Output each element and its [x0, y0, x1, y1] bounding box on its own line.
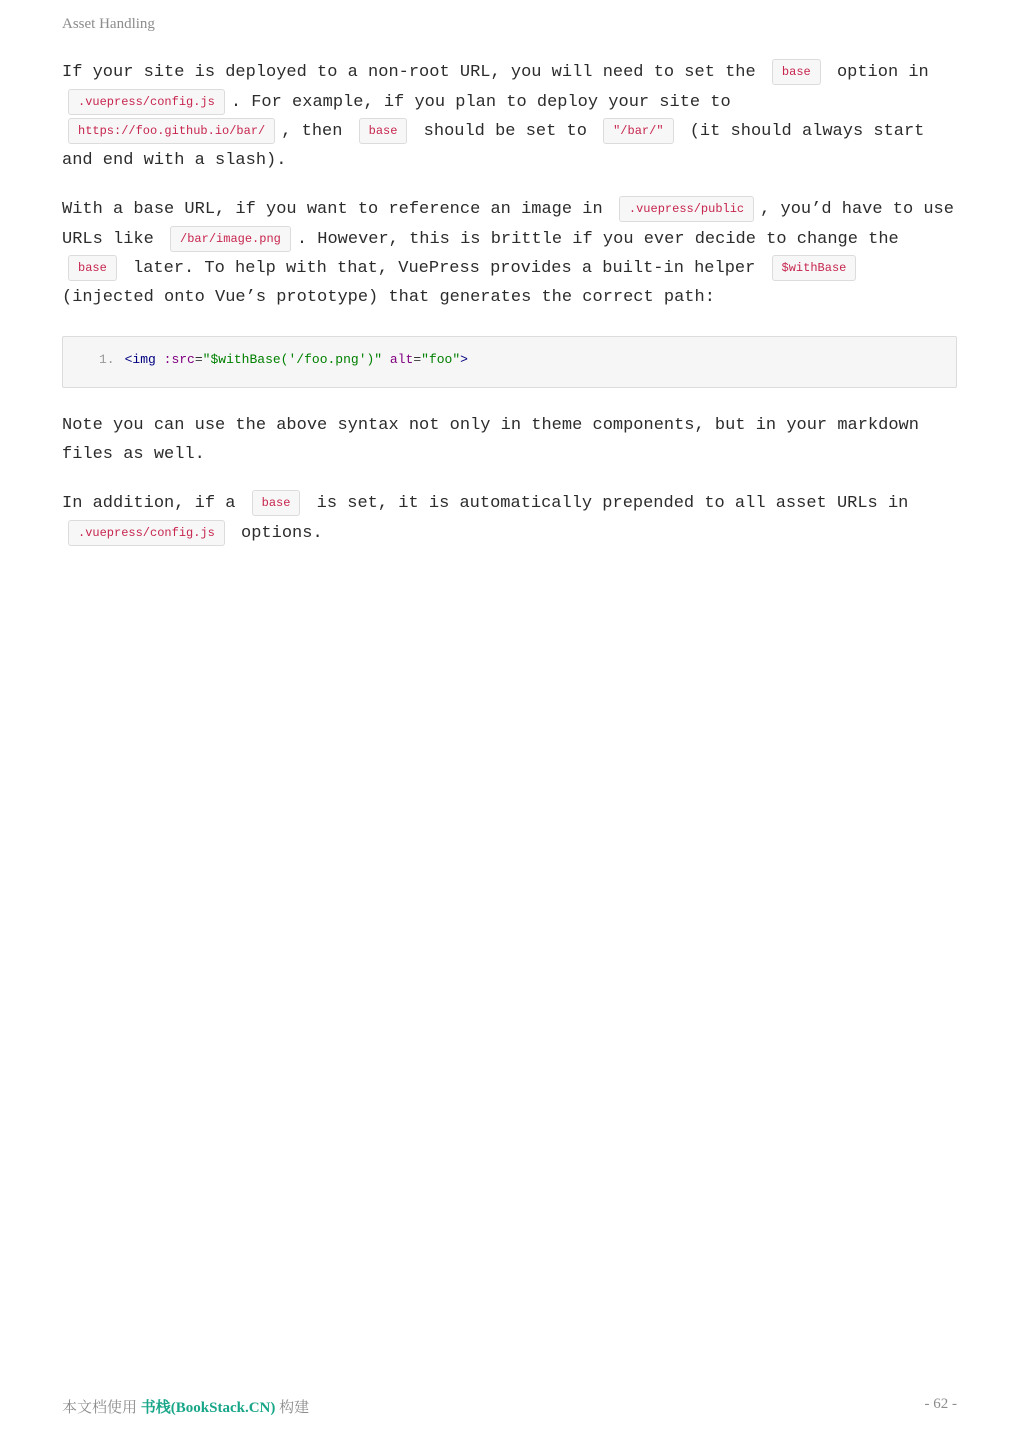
- inline-code-image-path: /bar/image.png: [170, 226, 291, 252]
- text: options.: [241, 523, 323, 543]
- code-attr-src: :src: [163, 352, 195, 367]
- footer-prefix: 本文档使用: [62, 1400, 138, 1416]
- text: should be set to: [423, 122, 587, 141]
- text: option in: [836, 63, 929, 82]
- inline-code-base: base: [772, 59, 821, 85]
- page-footer: [62, 1396, 957, 1417]
- text: is set, it is automatically prepended to all asset URLs in: [316, 494, 909, 513]
- code-line-number: 1.: [99, 352, 115, 367]
- inline-code-github-url: https://foo.github.io/bar/: [68, 118, 275, 144]
- paragraph-base-option: [62, 58, 957, 175]
- inline-code-bar-path: "/bar/": [603, 118, 673, 144]
- text: . For example, if you plan to deploy your site to: [230, 92, 731, 112]
- inline-code-public-path: .vuepress/public: [619, 196, 754, 222]
- inline-code-config-path: .vuepress/config.js: [68, 89, 225, 115]
- text: , you’d have to use URLs like: [62, 200, 954, 249]
- code-tag-open: <img: [124, 352, 156, 367]
- text: In addition, if a: [62, 494, 236, 513]
- paragraph-syntax-note: [62, 412, 957, 469]
- text: With a base URL, if you want to reference an image in: [62, 200, 603, 219]
- paragraph-base-url-image: [62, 195, 957, 312]
- page-number: - 62 -: [924, 1396, 957, 1412]
- code-block: [62, 336, 957, 388]
- code-attr-alt: alt: [389, 352, 414, 367]
- code-string-src: "$withBase('/foo.png')": [202, 352, 383, 367]
- inline-code-base: base: [252, 490, 301, 516]
- inline-code-base: base: [68, 255, 117, 281]
- bookstack-link[interactable]: 书栈(BookStack.CN): [140, 1400, 276, 1416]
- code-equals: =: [194, 352, 203, 367]
- page-header-title: Asset Handling: [62, 16, 155, 32]
- inline-code-config-path: .vuepress/config.js: [68, 520, 225, 546]
- code-string-alt: "foo": [421, 352, 461, 367]
- code-tag-close: >: [460, 352, 468, 367]
- text: later. To help with that, VuePress provides a built-in helper: [133, 259, 756, 278]
- inline-code-base: base: [359, 118, 408, 144]
- text: If your site is deployed to a non-root URL, you will need to set the: [62, 63, 756, 82]
- text: (it should always start and end with a slash).: [62, 122, 925, 170]
- footer-suffix: 构建: [279, 1400, 310, 1416]
- paragraph-base-prepended: [62, 489, 957, 548]
- text: (injected onto Vue’s prototype) that generates the correct path:: [62, 287, 715, 307]
- inline-code-withbase: $withBase: [772, 255, 857, 281]
- document-content: [62, 58, 957, 568]
- text: , then: [281, 122, 343, 141]
- text: Note you can use the above syntax not only in theme components, but in your markdown files as well.: [62, 416, 919, 464]
- code-equals: =: [413, 352, 422, 367]
- text: . However, this is brittle if you ever decide to change the: [296, 229, 899, 249]
